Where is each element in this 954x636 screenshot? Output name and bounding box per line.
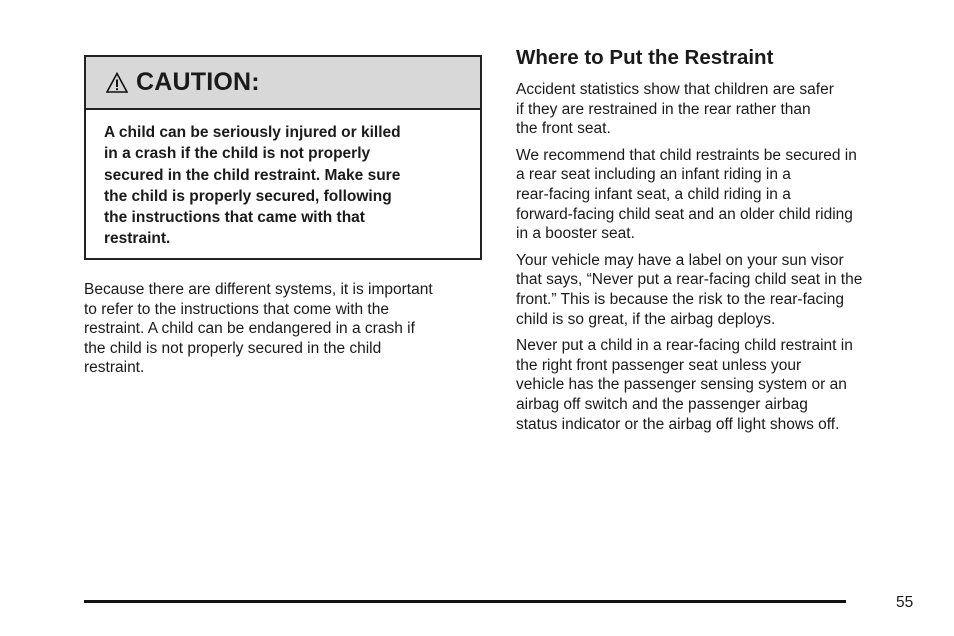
paragraph-sun-visor-label: Your vehicle may have a label on your sun visor that says, “Never put a rear-facing child seat in the front.” This is because the risk to the rear-facing child is so great, if the airbag deploys.	[516, 251, 863, 328]
caution-text: A child can be seriously injured or killed in a crash if the child is not properly secured in the child restraint. Make sure the child is properly secured, following the instructions that came with that restraint.	[104, 124, 401, 248]
warning-triangle-icon	[106, 72, 128, 94]
restraint-placement-section	[516, 45, 926, 441]
page-number: 55	[896, 594, 914, 611]
paragraph-passenger-seat: Never put a child in a rear-facing child restraint in the right front passenger seat unless your vehicle has the passenger sensing system or an airbag off switch and the passenger airbag status indicator or the airbag off light shows off.	[516, 337, 853, 433]
footer-rule	[84, 600, 846, 603]
paragraph-recommendation: We recommend that child restraints be secured in a rear seat including an infant riding in a rear-facing infant seat, a child riding in a forward-facing child seat and an older child riding in a booster seat.	[516, 146, 857, 243]
section-heading: Where to Put the Restraint	[516, 46, 774, 69]
caution-box	[84, 55, 482, 260]
caution-title: CAUTION:	[136, 68, 260, 96]
paragraph-statistics: Accident statistics show that children are safer if they are restrained in the rear rather than the front seat.	[516, 81, 834, 138]
caution-header	[86, 57, 480, 110]
systems-paragraph: Because there are different systems, it is important to refer to the instructions that come with the restraint. A child can be endangered in a crash if the child is not properly secured in the child restraint.	[84, 281, 433, 377]
